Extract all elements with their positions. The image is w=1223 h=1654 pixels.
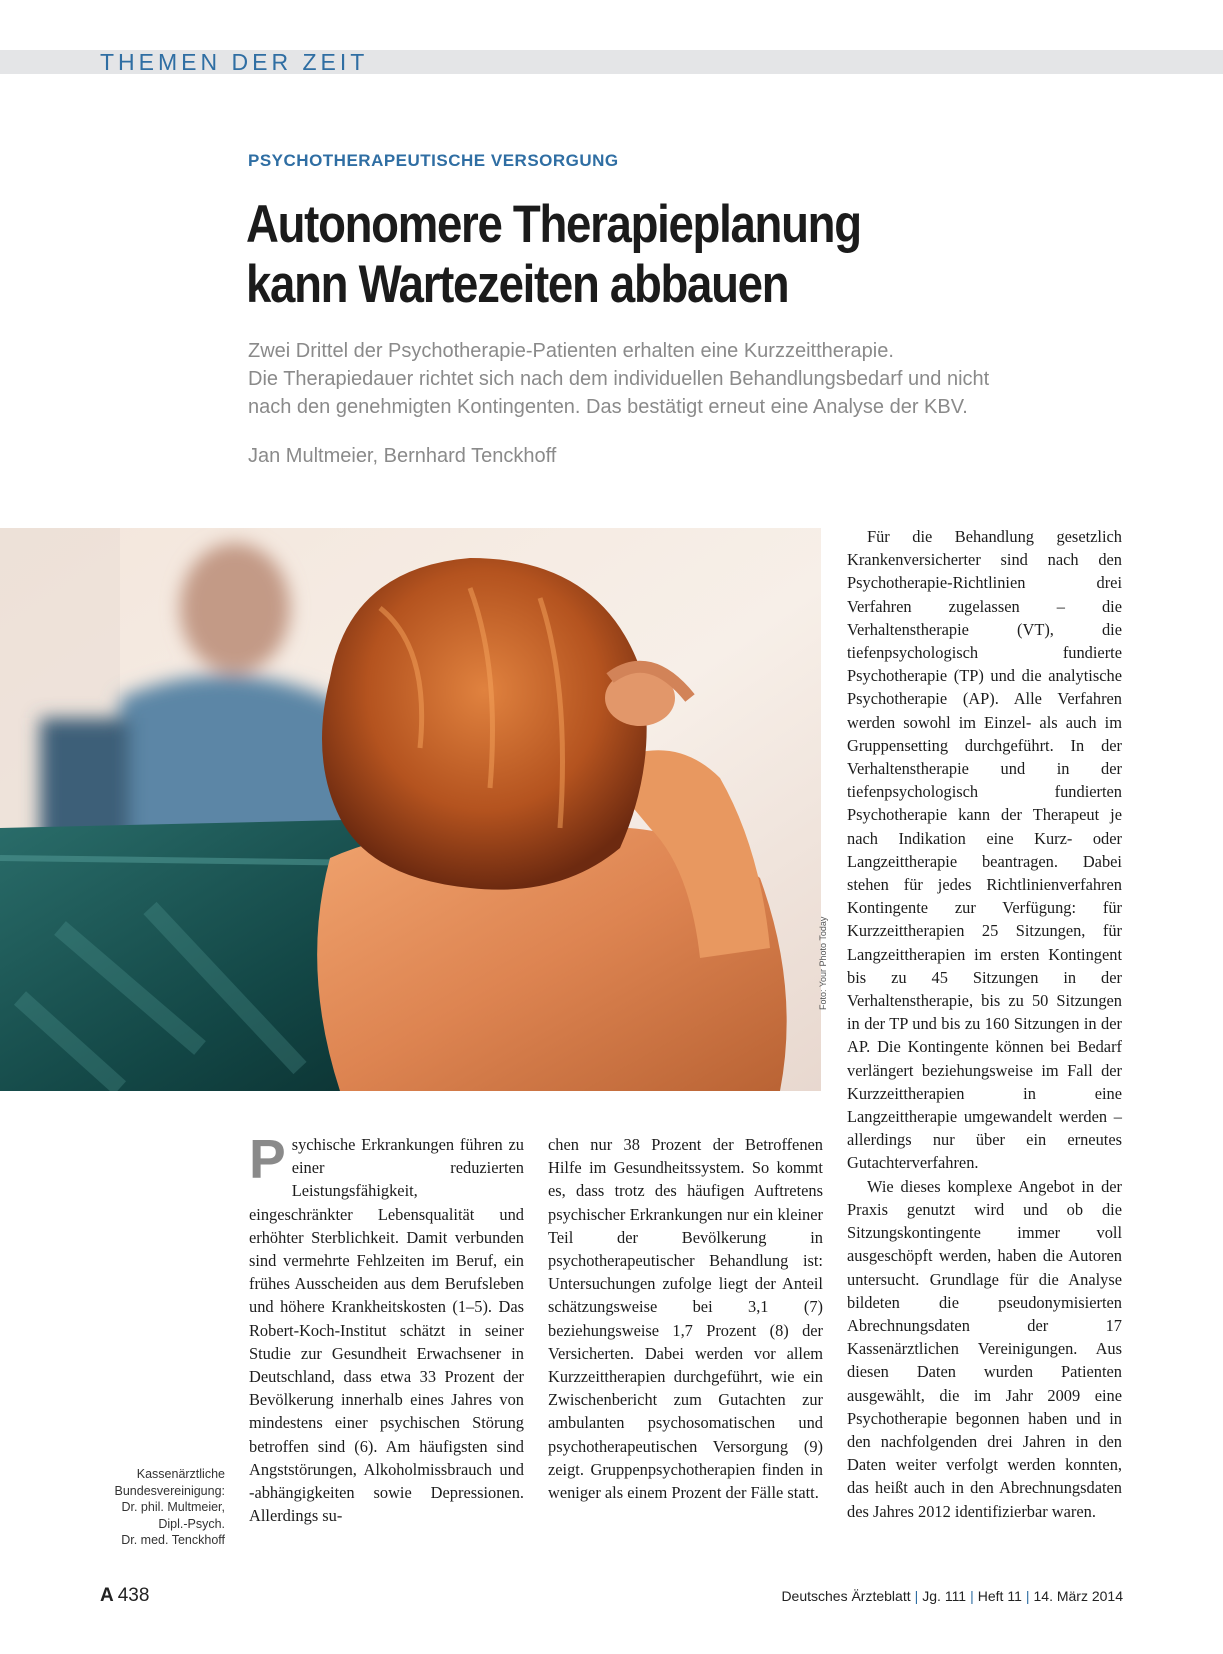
body-paragraph: Für die Behandlung gesetzlich Krankenversicherter sind nach den Psychotherapie-Richtlinien drei Verfahren zugelassen – die Verhaltenstherapie (VT), die tiefenpsychologisch fundierte Psychotherapie (TP) und die analytische Psychotherapie (AP). Alle Verfahren werden sowohl im Einzel- als auch im Gruppensetting durchgeführt. In der Verhaltenstherapie und in der tiefenpsychologisch fundierten Psychotherapie kann der Therapeut je nach Indikation eine Kurz- oder Langzeittherapie beantragen. Dabei stehen für jedes Richtlinienverfahren Kontingente zur Verfügung: für Kurzzeittherapien 25 Sitzungen, für Langzeittherapien im ersten Kontingent bis zu 45 Sitzungen in der Verhaltenstherapie, bis zu 50 Sitzungen in der TP und bis zu 160 Sitzungen in der AP. Die Kontingente können bei Bedarf verlängert beziehungsweise im Fall der Kurzzeittherapien in eine Langzeittherapie umgewandelt werden – allerdings nur über ein erneutes Gutachterverfahren.: [847, 527, 1122, 1173]
article-headline: [246, 195, 1020, 315]
body-text: sychische Erkrankungen führen zu einer reduzierten Leistungsfähigkeit, eingeschränkter Lebensqualität und erhöhter Sterblichkeit. Damit verbunden sind vermehrte Fehlzeiten im Beruf, ein frühes Ausscheiden aus dem Berufsleben und höhere Krankheitskosten (1–5). Das Robert-Koch-Institut schätzt in seiner Studie zur Gesundheit Erwachsener in Deutschland, dass etwa 33 Prozent der Bevölkerung innerhalb eines Jahres von mindestens einer psychischen Störung betroffen sind (6). Am häufigsten sind Angststörungen, Alkoholmissbrauch und -abhängigkeiten sowie Depressionen. Allerdings su-: [249, 1135, 524, 1526]
affiliation-line: Dr. phil. Multmeier,: [121, 1500, 225, 1514]
article-kicker: PSYCHOTHERAPEUTISCHE VERSORGUNG: [248, 151, 619, 170]
article-photo: [0, 528, 821, 1091]
lead-line-3: nach den genehmigten Kontingenten. Das bestätigt erneut eine Analyse der KBV.: [248, 396, 968, 418]
journal-issue: Heft 11: [977, 1588, 1022, 1604]
body-paragraph: Wie dieses komplexe Angebot in der Praxis genutzt wird und ob die Sitzungskontingente immer voll ausgeschöpft werden, haben die Autoren untersucht. Grundlage für die Analyse bildeten die pseudonymisierten Abrechnungsdaten der 17 Kassenärztlichen Vereinigungen. Aus diesen Daten wurden Patienten ausgewählt, die im Jahr 2009 eine Psychotherapie begonnen haben und in den nachfolgenden drei Jahren in den Daten weiter verfolgt werden konnten, das heißt auch in den Abrechnungsdaten des Jahres 2012 identifizierbar waren.: [847, 1176, 1122, 1521]
body-column-3: [847, 525, 1122, 1523]
drop-cap: P: [249, 1128, 286, 1190]
lead-line-2: Die Therapiedauer richtet sich nach dem individuellen Behandlungsbedarf und nicht: [248, 368, 990, 390]
footer-separator: |: [970, 1588, 974, 1604]
page-number-value: 438: [117, 1585, 150, 1606]
author-affiliation: [80, 1466, 225, 1549]
section-label: THEMEN DER ZEIT: [100, 49, 369, 75]
page-prefix: A: [100, 1585, 114, 1606]
body-column-1: [249, 1128, 524, 1527]
affiliation-line: Kassenärztliche: [136, 1467, 225, 1481]
affiliation-line: Dipl.-Psych.: [158, 1516, 225, 1531]
article-authors: Jan Multmeier, Bernhard Tenckhoff: [248, 445, 557, 467]
body-column-2: [548, 1133, 823, 1504]
headline-line-1: Autonomere Therapieplanung: [246, 195, 861, 254]
journal-volume: Jg. 111: [922, 1588, 967, 1604]
journal-name: Deutsches Ärzteblatt: [781, 1588, 911, 1604]
footer-separator: |: [1025, 1588, 1030, 1604]
footer-separator: |: [914, 1588, 919, 1604]
journal-footer: [781, 1588, 1123, 1604]
affiliation-line: Dr. med. Tenckhoff: [121, 1533, 225, 1547]
body-paragraph: chen nur 38 Prozent der Betroffenen Hilfe im Gesundheitssystem. So kommt es, dass trotz des häufigen Auftretens psychischer Erkrankungen nur ein kleiner Teil der Bevölkerung in psychotherapeutischer Behandlung ist: Untersuchungen zufolge liegt der Anteil schätzungsweise bei 3,1 (7) beziehungsweise 1,7 Prozent (8) der Versicherten. Dabei werden vor allem Kurzzeittherapien durchgeführt, wie ein Zwischenbericht zum Gutachten zur ambulanten psychosomatischen und psychotherapeutischen Versorgung (9) zeigt. Gruppenpsychotherapien finden in weniger als einem Prozent der Fälle statt.: [548, 1135, 823, 1503]
photo-credit: Foto: Your Photo Today: [818, 916, 828, 1010]
page-number: [100, 1585, 149, 1607]
affiliation-line: Bundesvereinigung:: [114, 1483, 225, 1498]
headline-line-2: kann Wartezeiten abbauen: [246, 255, 789, 314]
journal-date: 14. März 2014: [1033, 1588, 1123, 1604]
body-paragraph: [249, 1128, 524, 1527]
lead-line-1: Zwei Drittel der Psychotherapie-Patienten erhalten eine Kurzzeittherapie.: [248, 340, 894, 362]
article-lead: [248, 337, 1148, 421]
